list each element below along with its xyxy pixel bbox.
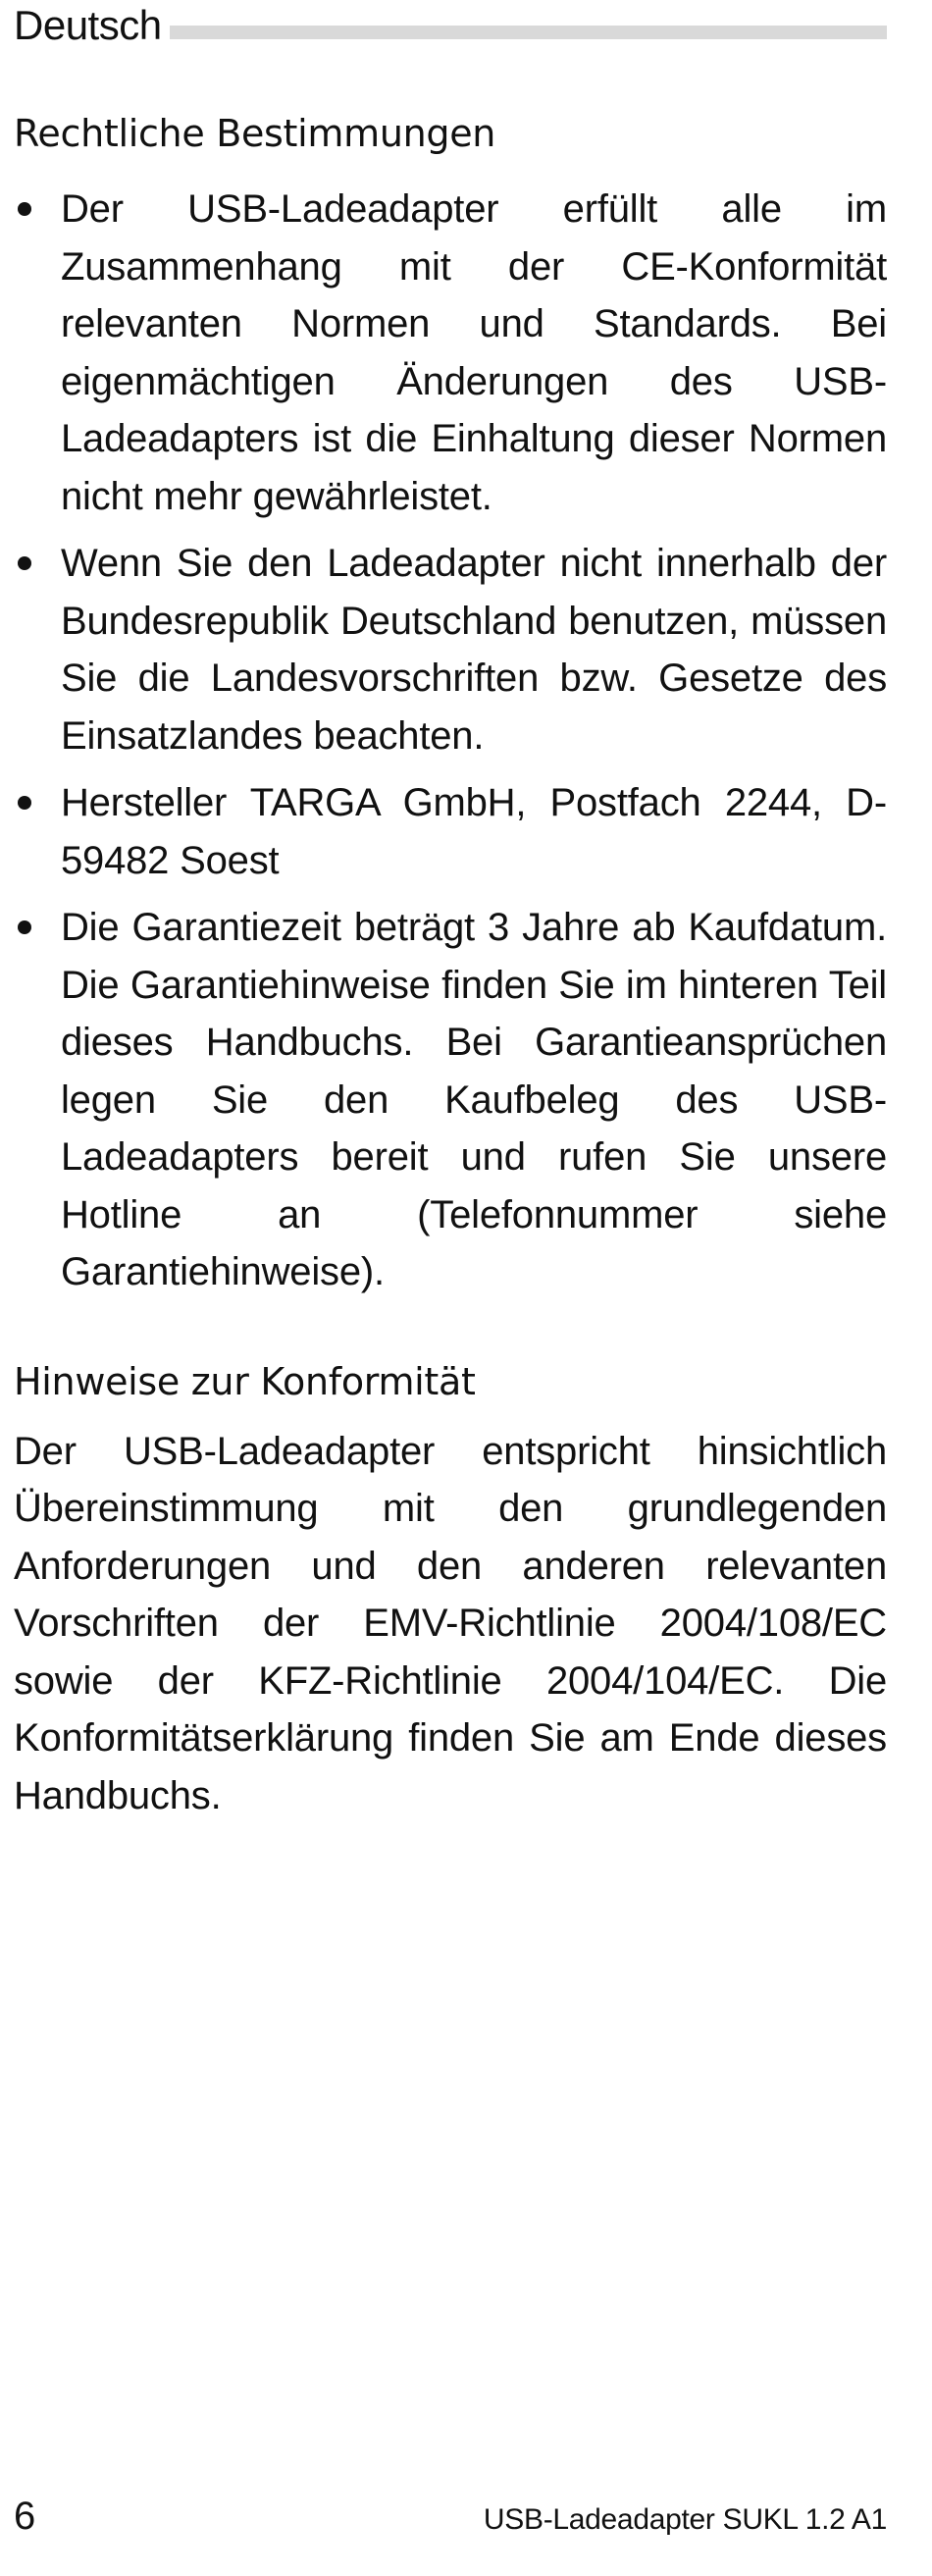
language-label: Deutsch [14, 2, 170, 49]
bullet-icon [18, 202, 31, 216]
list-item [14, 181, 887, 525]
list-item-text: Die Garantiezeit beträgt 3 Jahre ab Kaufdatum. Die Garantiehinweise finden Sie im hinteren Teil dieses Handbuchs. Bei Garantieansprüchen legen Sie den Kaufbeleg des USB-Ladeadapters bereit und rufen Sie unsere Hotline an (Telefonnummer siehe Garantiehinweise). [61, 906, 887, 1293]
page-header [14, 0, 887, 51]
conformity-paragraph: Der USB-Ladeadapter entspricht hinsichtlich Übereinstimmung mit den grundlegenden Anforderungen und den anderen relevanten Vorschriften der EMV-Richtlinie 2004/108/EC sowie der KFZ-Richtlinie 2004/104/EC. Die Konformitätserklärung finden Sie am Ende dieses Handbuchs. [14, 1429, 887, 1817]
section-legal [14, 102, 887, 1301]
bullet-icon [18, 920, 31, 934]
list-item-text: Wenn Sie den Ladeadapter nicht innerhalb der Bundesrepublik Deutschland benutzen, müssen Sie die Landesvorschriften bzw. Gesetze des Einsatzlandes beachten. [61, 542, 887, 758]
bullet-icon [18, 556, 31, 570]
list-item [14, 774, 887, 889]
section-title-legal: Rechtliche Bestimmungen [14, 112, 496, 155]
section-conformity [14, 1350, 887, 1825]
page-content [14, 102, 887, 1824]
page-footer [14, 2489, 887, 2548]
list-item [14, 899, 887, 1301]
section-title-conformity: Hinweise zur Konformität [14, 1359, 476, 1403]
bullet-icon [18, 796, 31, 810]
list-item [14, 535, 887, 764]
page-number: 6 [14, 2495, 36, 2538]
list-item-text: Hersteller TARGA GmbH, Postfach 2244, D-59482 Soest [61, 781, 887, 882]
document-title: USB-Ladeadapter SUKL 1.2 A1 [483, 2503, 887, 2536]
legal-list [14, 181, 887, 1301]
list-item-text: Der USB-Ladeadapter erfüllt alle im Zusammenhang mit der CE-Konformität relevanten Normen und Standards. Bei eigenmächtigen Änderungen des USB-Ladeadapters ist die Einhaltung dieser Normen nicht mehr gewährleistet. [61, 187, 887, 518]
